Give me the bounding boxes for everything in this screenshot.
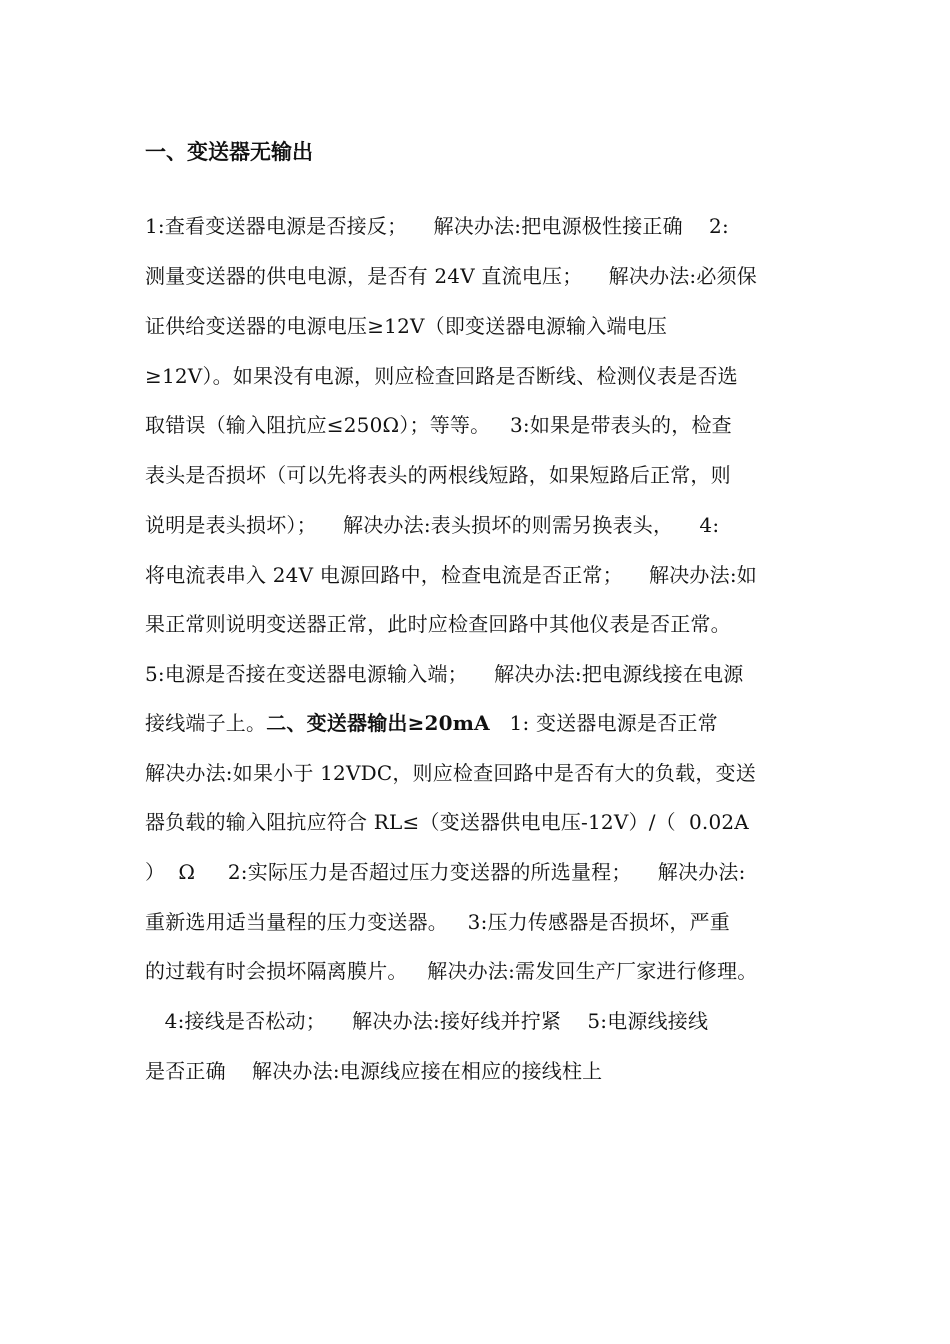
body-line: 将电流表串入 24V 电源回路中，检查电流是否正常； 解决办法:如 xyxy=(145,563,757,587)
body-line: 是否正确 解决办法:电源线应接在相应的接线柱上 xyxy=(145,1059,603,1083)
body-line: 取错误（输入阻抗应≤250Ω）；等等。 3:如果是带表头的，检查 xyxy=(145,413,732,437)
section-heading-no-output: 一、变送器无输出 xyxy=(145,139,313,164)
body-line: 重新选用适当量程的压力变送器。 3:压力传感器是否损坏，严重 xyxy=(145,910,730,934)
body-text: 1: 变送器电源是否正常 xyxy=(489,711,718,735)
body-line: 说明是表头损坏）； 解决办法:表头损坏的则需另换表头， 4: xyxy=(145,513,720,537)
body-line-with-heading xyxy=(145,707,718,739)
body-line: 的过载有时会损坏隔离膜片。 解决办法:需发回生产厂家进行修理。 xyxy=(145,959,758,983)
body-line: 表头是否损坏（可以先将表头的两根线短路，如果短路后正常，则 xyxy=(145,463,731,487)
body-line: 器负载的输入阻抗应符合 RL≤（变送器供电电压-12V）/（ 0.02A xyxy=(145,810,749,834)
body-line: 5:电源是否接在变送器电源输入端； 解决办法:把电源线接在电源 xyxy=(145,662,744,686)
body-line: 测量变送器的供电电源，是否有 24V 直流电压； 解决办法:必须保 xyxy=(145,264,757,288)
body-line: 解决办法:如果小于 12VDC，则应检查回路中是否有大的负载，变送 xyxy=(145,761,756,785)
body-text: 接线端子上。 xyxy=(145,711,267,735)
section-heading-over-20ma: 二、变送器输出≥20mA xyxy=(266,711,490,735)
body-line: 4:接线是否松动； 解决办法:接好线并拧紧 5:电源线接线 xyxy=(145,1009,709,1033)
body-line: 果正常则说明变送器正常，此时应检查回路中其他仪表是否正常。 xyxy=(145,612,731,636)
body-line: 1:查看变送器电源是否接反； 解决办法:把电源极性接正确 2: xyxy=(145,214,729,238)
body-line: 证供给变送器的电源电压≥12V（即变送器电源输入端电压 xyxy=(145,314,668,338)
body-line: ） Ω 2:实际压力是否超过压力变送器的所选量程； 解决办法: xyxy=(145,860,746,884)
body-line: ≥12V）。如果没有电源，则应检查回路是否断线、检测仪表是否选 xyxy=(145,364,738,388)
